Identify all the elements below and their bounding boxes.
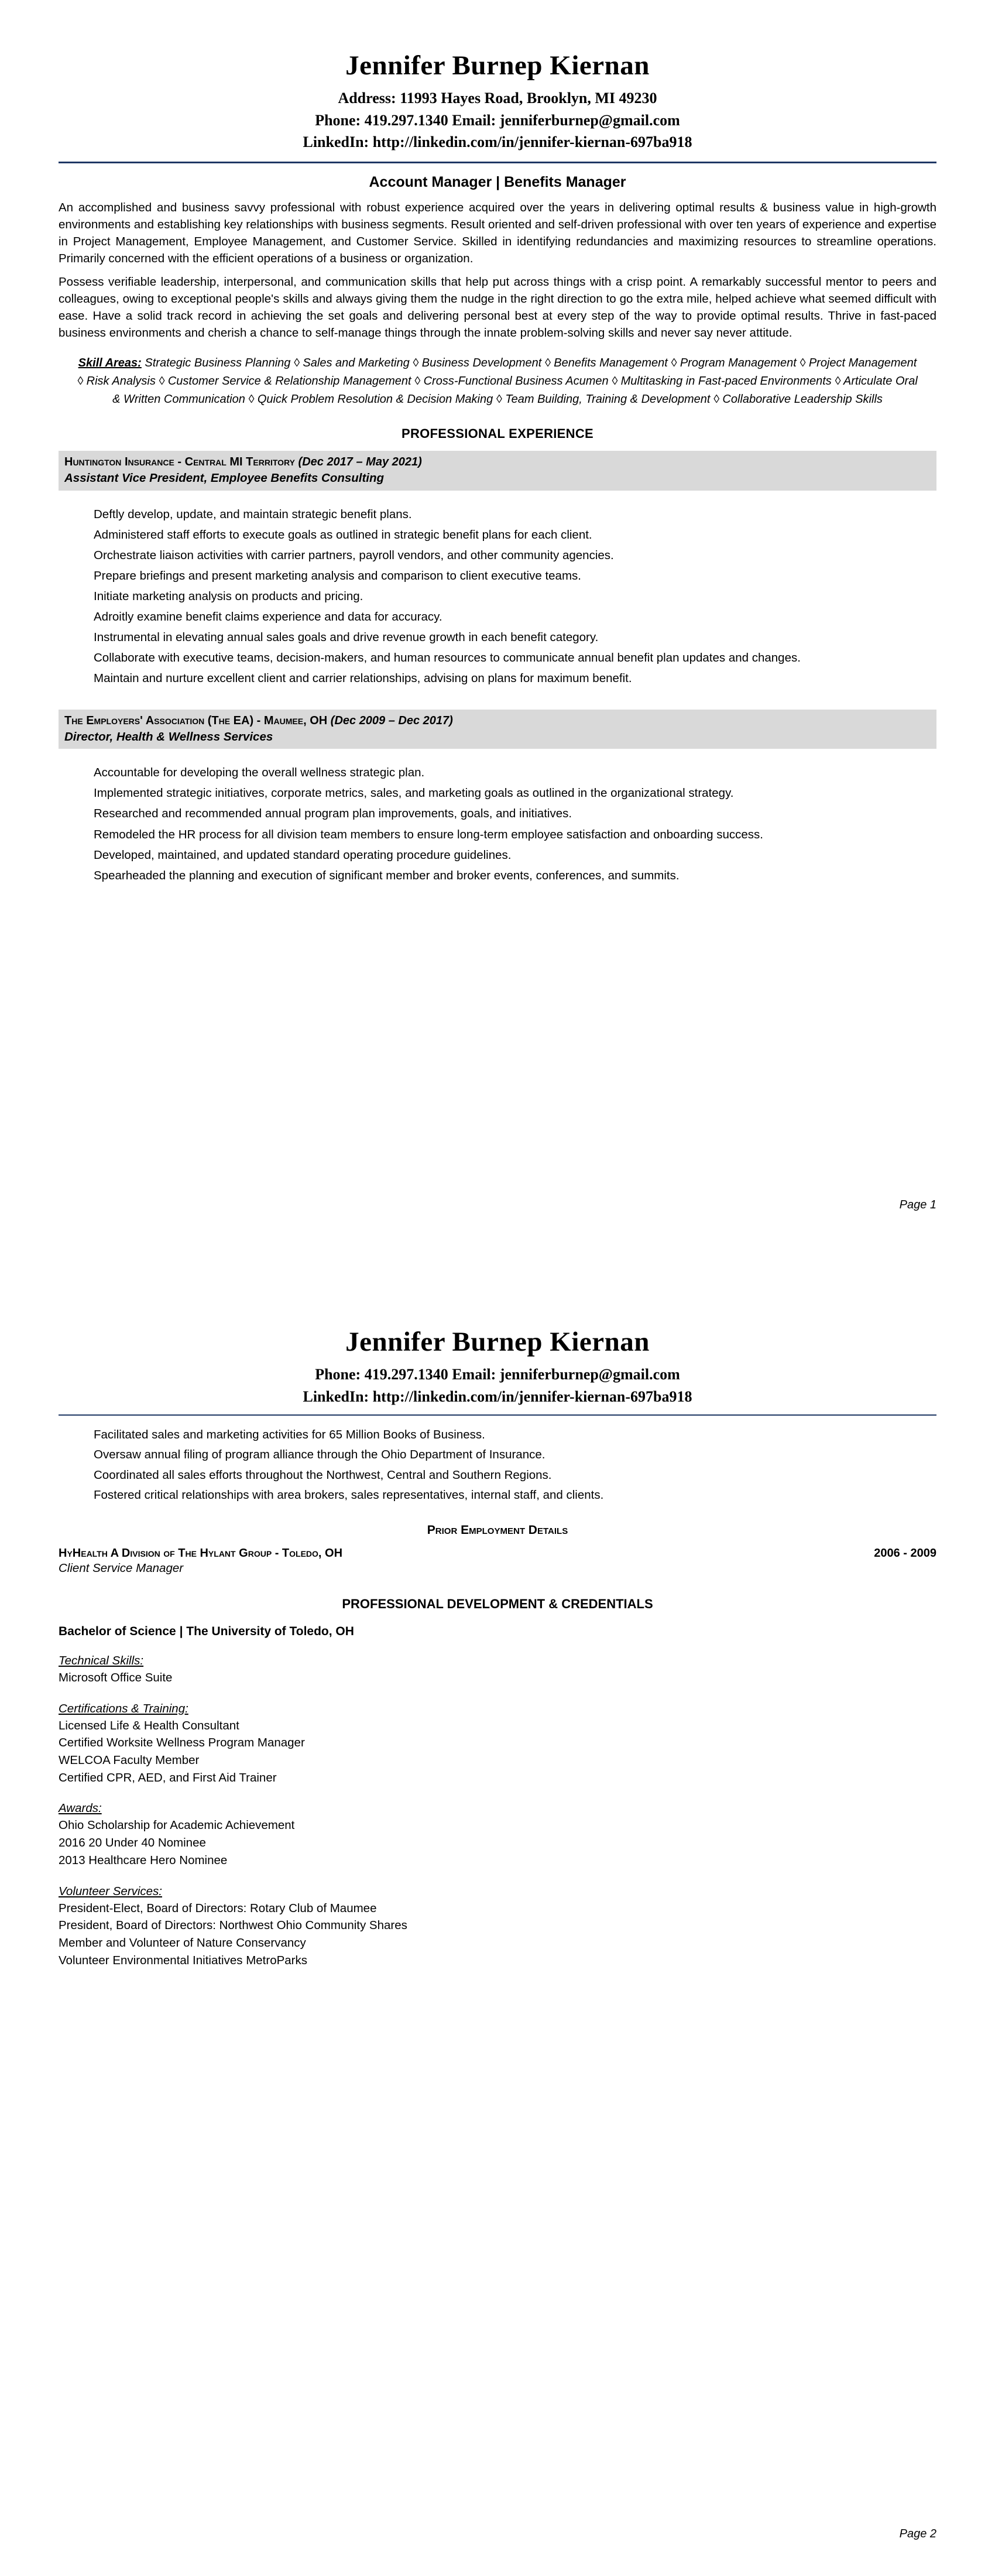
list-item: Volunteer Environmental Initiatives MetroParks	[59, 1953, 308, 1967]
list-item: Remodeled the HR process for all division team members to ensure long-term employee satisfaction and onboarding success.	[94, 827, 764, 841]
list-item: Certified Worksite Wellness Program Manager	[59, 1736, 305, 1750]
page-title: Jennifer Burnep Kiernan	[345, 50, 650, 81]
contact-linkedin-2[interactable]: LinkedIn: http://linkedin.com/in/jennifer-kiernan-697ba918	[303, 1388, 692, 1405]
list-item: Implemented strategic initiatives, corporate metrics, sales, and marketing goals as outlined in the organizational strategy.	[94, 786, 734, 800]
list-item: Licensed Life & Health Consultant	[59, 1718, 239, 1732]
contact-phone-email: Phone: 419.297.1340 Email: jenniferburnep@gmail.com	[315, 111, 680, 129]
job-dates-2: (Dec 2009 – Dec 2017)	[330, 714, 453, 727]
summary-paragraph-2: Possess verifiable leadership, interpersonal, and communication skills that help put across things with a crisp point. A remarkably successful mentor to peers and colleagues, owing to exceptional people's skills and always giving them the nudge in the right direction to go the extra mile, helped achieve what seemed difficult with ease. Have a solid track record in achieving the set goals and delivering personal best at every step of the way to provide optimal results. Thrive in fast-paced business environments and cherish a chance to self-manage things through the innate problem-solving skills and never say never attitude.	[59, 275, 936, 340]
summary-paragraph-1: An accomplished and business savvy professional with robust experience acquired over the years in delivering optimal results & business value in high-growth environments and establishing key relationships with business segments. Result oriented and self-driven professional with over ten years of experience and expertise in Project Management, Employee Management, and Customer Service. Skilled in identifying redundancies and maximizing resources to streamline operations. Primarily concerned with the efficient operations of a business or organization.	[59, 201, 936, 266]
list-item: Facilitated sales and marketing activities for 65 Million Books of Business.	[94, 1428, 485, 1442]
prior-employment-row	[59, 1547, 936, 1560]
list-item: WELCOA Faculty Member	[59, 1753, 200, 1767]
job-employer-1	[64, 454, 931, 470]
list-item: 2016 20 Under 40 Nominee	[59, 1836, 206, 1850]
job-employer-name-1: Huntington Insurance - Central MI Territory	[64, 455, 295, 468]
list-item: Accountable for developing the overall wellness strategic plan.	[94, 766, 425, 780]
page-footer-2: Page 2	[899, 2527, 936, 2540]
resume-page-1	[0, 0, 995, 1276]
list-item: Member and Volunteer of Nature Conservancy	[59, 1936, 306, 1950]
list-item: Coordinated all sales efforts throughout the Northwest, Central and Southern Regions.	[94, 1468, 552, 1482]
list-item: Developed, maintained, and updated standard operating procedure guidelines.	[94, 848, 512, 862]
list-item: Initiate marketing analysis on products and pricing.	[94, 590, 363, 604]
prior-years: 2006 - 2009	[874, 1546, 936, 1560]
prior-employer: HyHealth A Division of The Hylant Group - Toledo, OH	[59, 1546, 343, 1560]
list-item: Researched and recommended annual program plan improvements, goals, and initiatives.	[94, 807, 572, 821]
skill-areas-label: Skill Areas:	[78, 356, 142, 369]
list-item: Prepare briefings and present marketing analysis and comparison to client executive teams.	[94, 568, 581, 583]
contact-phone-email-2: Phone: 419.297.1340 Email: jenniferburnep@gmail.com	[315, 1366, 680, 1383]
list-item: Instrumental in elevating annual sales goals and drive revenue growth in each benefit category.	[94, 631, 599, 645]
continued-bullets	[59, 1426, 936, 1503]
list-item: Oversaw annual filing of program alliance through the Ohio Department of Insurance.	[94, 1448, 545, 1462]
list-item: 2013 Healthcare Hero Nominee	[59, 1853, 228, 1867]
awards-label: Awards:	[59, 1801, 102, 1815]
technical-skills-label: Technical Skills:	[59, 1653, 144, 1667]
contact-address: Address: 11993 Hayes Road, Brooklyn, MI 49230	[338, 90, 657, 107]
volunteer-label: Volunteer Services:	[59, 1884, 162, 1898]
list-item: Collaborate with executive teams, decision-makers, and human resources to communicate annual benefit plan updates and changes.	[94, 651, 801, 665]
header-divider	[59, 162, 936, 163]
job-dates-1: (Dec 2017 – May 2021)	[298, 455, 422, 468]
list-item: Ohio Scholarship for Academic Achievement	[59, 1818, 295, 1832]
list-item: Orchestrate liaison activities with carrier partners, payroll vendors, and other community agencies.	[94, 548, 614, 562]
contact-linkedin[interactable]: LinkedIn: http://linkedin.com/in/jennifer-kiernan-697ba918	[303, 133, 692, 151]
list-item: Adroitly examine benefit claims experience and data for accuracy.	[94, 610, 442, 624]
page-title-2: Jennifer Burnep Kiernan	[345, 1327, 650, 1357]
list-item: Certified CPR, AED, and First Aid Trainer	[59, 1770, 277, 1784]
job-bullets-1	[59, 506, 936, 687]
job-header-1	[59, 451, 936, 491]
list-item: Spearheaded the planning and execution of significant member and broker events, conferences, and summits.	[94, 868, 680, 882]
section-heading-experience: PROFESSIONAL EXPERIENCE	[401, 426, 593, 441]
list-item: Fostered critical relationships with area brokers, sales representatives, internal staff, and clients.	[94, 1488, 604, 1502]
list-item: Maintain and nurture excellent client and carrier relationships, advising on plans for maximum benefit.	[94, 672, 632, 686]
skill-areas-text: Strategic Business Planning ◊ Sales and Marketing ◊ Business Development ◊ Benefits Management ◊ Program Management ◊ Project Management ◊ Risk Analysis ◊ Customer Service & Relationship Management ◊ Cross-Functional Business Acumen ◊ Multitasking in Fast-paced Environments ◊ Articulate Oral & Written Communication ◊ Quick Problem Resolution & Decision Making ◊ Team Building, Training & Development ◊ Collaborative Leadership Skills	[77, 356, 918, 406]
certifications-label: Certifications & Training:	[59, 1701, 188, 1715]
list-item: President-Elect, Board of Directors: Rotary Club of Maumee	[59, 1901, 377, 1915]
skill-areas	[59, 354, 936, 409]
job-header-2	[59, 710, 936, 749]
list-item: Deftly develop, update, and maintain strategic benefit plans.	[94, 507, 412, 521]
page-footer-1: Page 1	[899, 1198, 936, 1211]
resume-page-2	[0, 1276, 995, 2576]
prior-title: Client Service Manager	[59, 1561, 184, 1575]
list-item: Administered staff efforts to execute goals as outlined in strategic benefit plans for each client.	[94, 527, 592, 542]
job-title-2: Director, Health & Wellness Services	[64, 729, 273, 744]
list-item: President, Board of Directors: Northwest Ohio Community Shares	[59, 1919, 407, 1933]
section-heading-prior-employment: Prior Employment Details	[427, 1523, 568, 1537]
job-employer-2	[64, 713, 931, 728]
section-heading-credentials: PROFESSIONAL DEVELOPMENT & CREDENTIALS	[342, 1596, 653, 1611]
degree-line: Bachelor of Science | The University of Toledo, OH	[59, 1624, 354, 1638]
list-item: Microsoft Office Suite	[59, 1670, 173, 1684]
job-employer-name-2: The Employers' Association (The EA) - Maumee, OH	[64, 714, 328, 727]
job-title-1: Assistant Vice President, Employee Benefits Consulting	[64, 471, 385, 485]
job-bullets-2	[59, 764, 936, 884]
professional-headline: Account Manager | Benefits Manager	[369, 174, 626, 191]
header-divider-2	[59, 1414, 936, 1416]
